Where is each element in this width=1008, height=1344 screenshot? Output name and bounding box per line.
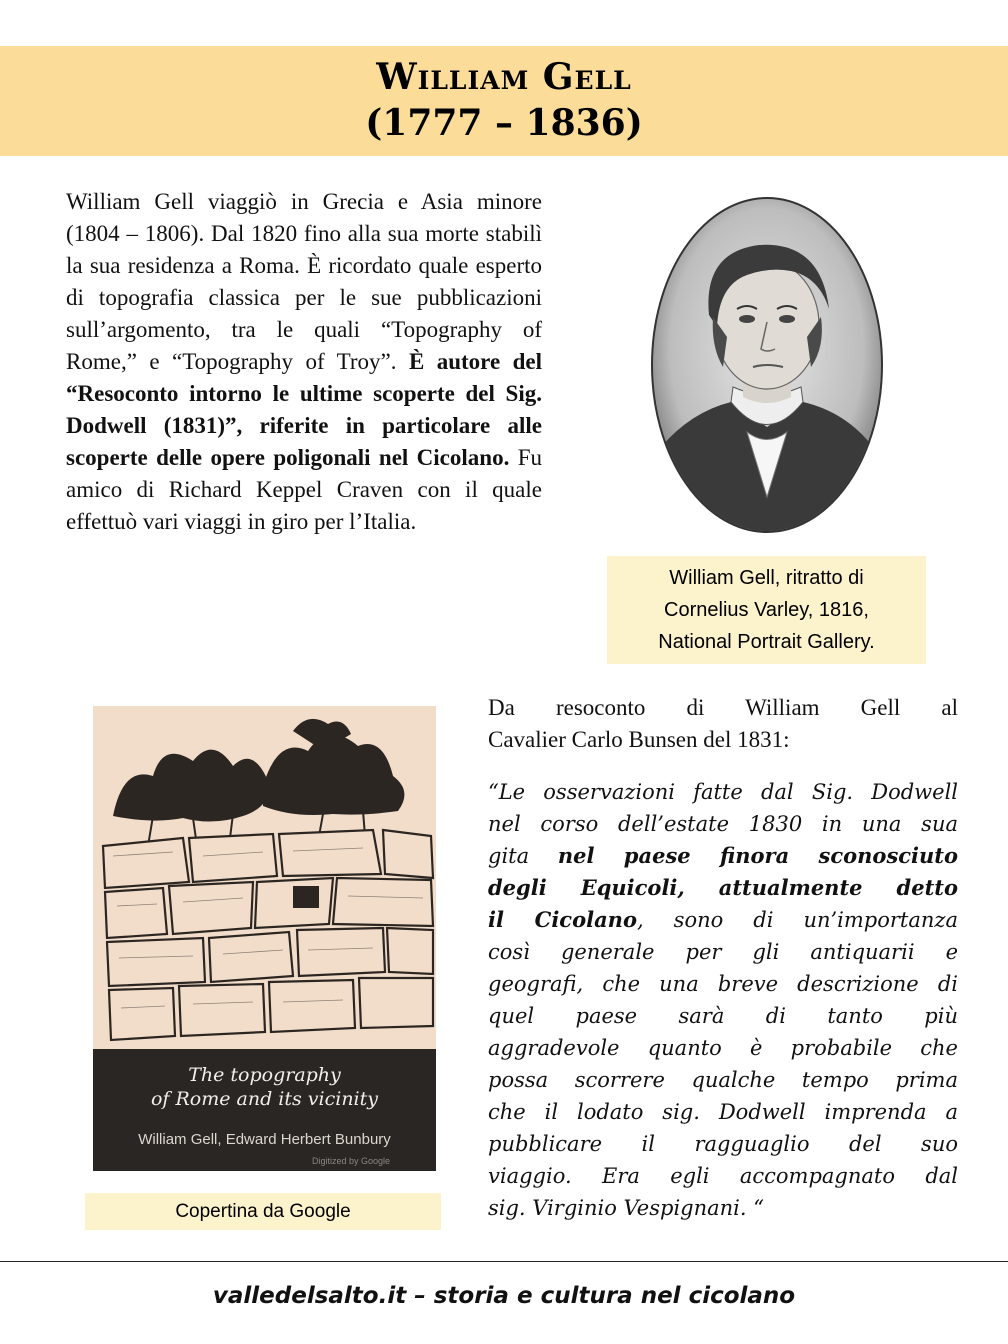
quote-line: pubblicare il ragguaglio del suo [488, 1132, 958, 1156]
report-intro [488, 692, 958, 756]
book-caption: Copertina da Google [85, 1193, 441, 1230]
quote-bold-fragment: nel paese finora sconosciuto [557, 843, 959, 868]
quote-line: viaggio. Era egli accompagnato dal [488, 1164, 958, 1188]
quote-line: così generale per gli antiquarii e [488, 940, 958, 964]
quote-fragment: gita [488, 844, 558, 868]
footer-divider [0, 1261, 1008, 1262]
book-title-band [93, 1049, 436, 1171]
portrait-image [651, 197, 883, 533]
bio-part2: Fu amico di Richard Keppel Craven con il quale effettuò vari viaggi in giro per l’Italia. [66, 445, 543, 534]
biography-text [66, 186, 542, 538]
portrait-caption-line: National Portrait Gallery. [658, 631, 875, 653]
quote-line: nel corso dell’estate 1830 in una sua [488, 812, 958, 836]
report-intro-line: Cavalier Carlo Bunsen del 1831: [488, 727, 790, 752]
page-title: William Gell [376, 56, 632, 98]
quote-bold-fragment: il Cicolano [488, 907, 637, 932]
quote-line: che il lodato sig. Dodwell imprenda a [488, 1100, 958, 1124]
google-watermark: Digitized by Google [311, 1156, 390, 1166]
book-authors: William Gell, Edward Herbert Bunbury [138, 1131, 391, 1148]
book-title-line: The topography [188, 1064, 341, 1086]
report-intro-line: Da resoconto di William Gell al [488, 695, 958, 720]
quote-fragment: , sono di un’importanza [636, 908, 958, 932]
book-cover-image [93, 706, 436, 1171]
portrait-caption-line: Cornelius Varley, 1816, [664, 599, 869, 621]
bio-bold: È autore del “Resoconto intorno le ultime scoperte del Sig. Dodwell (1831)”, riferite in particolare alle scoperte delle opere poligonali nel Cicolano. [66, 349, 543, 470]
book-title-line: of Rome and its vicinity [150, 1088, 379, 1110]
quote-line: possa scorrere qualche tempo prima [488, 1068, 958, 1092]
quote-line: quel paese sarà di tanto più [488, 1004, 958, 1028]
quote-line: “Le osservazioni fatte dal Sig. Dodwell [488, 780, 958, 804]
stone-wall-illustration [93, 706, 436, 1049]
quote-line: aggradevole quanto è probabile che [488, 1036, 958, 1060]
quote-line [488, 904, 958, 936]
page-dates: (1777 – 1836) [365, 102, 643, 144]
portrait-caption-line: William Gell, ritratto di [669, 567, 864, 589]
quote-line [488, 872, 958, 904]
quote-bold-fragment: degli Equicoli, attualmente detto [488, 875, 958, 900]
title-band [0, 46, 1008, 156]
footer-text: valledelsalto.it – storia e cultura nel cicolano [212, 1283, 796, 1309]
bio-part1: William Gell viaggiò in Grecia e Asia minore (1804 – 1806). Dal 1820 fino alla sua morte stabilì la sua residenza a Roma. È ricordato quale esperto di topografia classica per le sue pubblicazioni sull’argomento, tra le quali “Topography of Rome,” e “Topography of Troy”. [66, 189, 542, 374]
quote-line: geografi, che una breve descrizione di [488, 972, 958, 996]
quote-line: sig. Virginio Vespignani. “ [488, 1196, 764, 1220]
report-quote [488, 776, 958, 1224]
book-title [93, 1063, 436, 1111]
portrait-caption [607, 556, 926, 664]
quote-line [488, 840, 958, 872]
